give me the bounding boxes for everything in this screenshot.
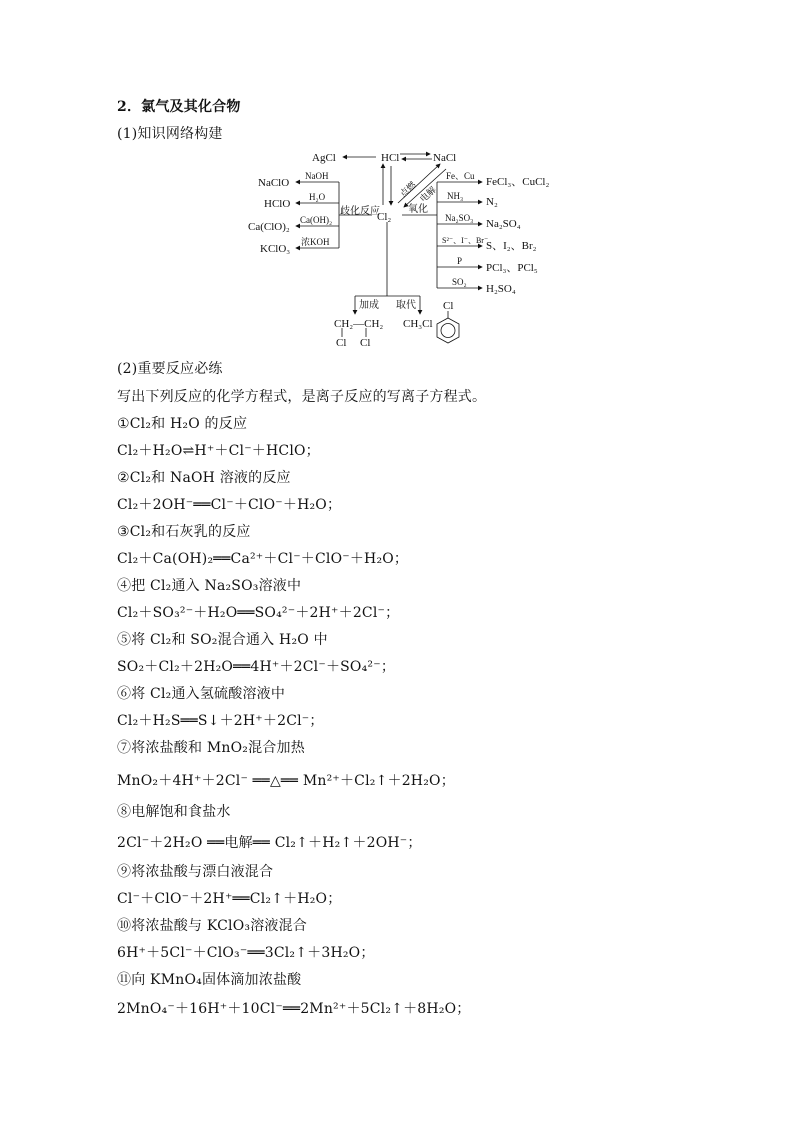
- reaction-title-10: ⑩将浓盐酸与 KClO₃溶液混合: [117, 918, 308, 934]
- reaction-title-8: ⑧电解饱和食盐水: [117, 804, 231, 820]
- right-product-4: PCl₃、PCl₅: [486, 262, 538, 274]
- chlorobenzene-cl-label: Cl: [443, 300, 454, 312]
- instruction-text: 写出下列反应的化学方程式，是离子反应的写离子方程式。: [117, 389, 487, 405]
- substitution-product-ch3cl: CH₃Cl: [403, 318, 433, 330]
- section-title: 2．氯气及其化合物: [117, 99, 241, 115]
- subsection-knowledge-network: (1)知识网络构建: [117, 126, 223, 142]
- reaction-equation-3: Cl₂＋Ca(OH)₂══Ca²⁺＋Cl⁻＋ClO⁻＋H₂O；: [117, 551, 409, 567]
- right-reagent-2: Na₂SO₃: [445, 213, 474, 223]
- right-product-2: Na₂SO₄: [486, 218, 521, 230]
- disproportionation-label: 歧化反应: [340, 206, 380, 217]
- left-product-2: Ca(ClO)₂: [248, 221, 290, 233]
- reaction-title-1: ①Cl₂和 H₂O 的反应: [117, 416, 248, 432]
- hcl-node: HCl: [381, 152, 400, 164]
- subsection-key-reactions: (2)重要反应必练: [117, 361, 223, 377]
- reaction-equation-2: Cl₂＋2OH⁻══Cl⁻＋ClO⁻＋H₂O；: [117, 497, 342, 513]
- left-reagent-1: H₂O: [309, 192, 326, 202]
- left-product-1: HClO: [264, 198, 291, 210]
- left-product-3: KClO₃: [260, 243, 291, 255]
- right-product-1: N₂: [486, 196, 498, 208]
- reaction-equation-8: 2Cl⁻＋2H₂O ══电解══ Cl₂↑＋H₂↑＋2OH⁻；: [117, 835, 422, 851]
- right-product-3: S、I₂、Br₂: [486, 240, 537, 252]
- reaction-title-3: ③Cl₂和石灰乳的反应: [117, 524, 251, 540]
- knowledge-network-diagram: [0, 0, 794, 360]
- left-reagent-3: 浓KOH: [301, 237, 330, 247]
- right-reagent-0: Fe、Cu: [446, 171, 475, 181]
- addition-product: CH₂—CH₂: [334, 318, 384, 330]
- reaction-title-5: ⑤将 Cl₂和 SO₂混合通入 H₂O 中: [117, 632, 328, 648]
- left-product-0: NaClO: [258, 177, 290, 189]
- reaction-equation-11: 2MnO₄⁻＋16H⁺＋10Cl⁻══2Mn²⁺＋5Cl₂↑＋8H₂O；: [117, 1001, 471, 1017]
- cl2-center-node: Cl₂: [377, 211, 392, 223]
- reaction-title-7: ⑦将浓盐酸和 MnO₂混合加热: [117, 740, 305, 756]
- substitution-label: 取代: [396, 300, 416, 311]
- right-reagent-4: P: [457, 256, 463, 266]
- right-reagent-5: SO₂: [452, 277, 467, 287]
- oxidation-label: 氧化: [408, 204, 428, 215]
- addition-product-cl-1: Cl: [336, 337, 347, 349]
- reaction-equation-4: Cl₂＋SO₃²⁻＋H₂O══SO₄²⁻＋2H⁺＋2Cl⁻；: [117, 605, 400, 621]
- reaction-equation-5: SO₂＋Cl₂＋2H₂O══4H⁺＋2Cl⁻＋SO₄²⁻；: [117, 659, 396, 675]
- nacl-node: NaCl: [433, 152, 457, 164]
- electrolysis-label: 电解: [417, 184, 438, 205]
- ignite-label: 点燃: [397, 179, 418, 200]
- reaction-title-9: ⑨将浓盐酸与漂白液混合: [117, 864, 274, 880]
- agcl-node: AgCl: [312, 152, 336, 164]
- right-reagent-3: S²⁻、I⁻、Br⁻: [442, 236, 489, 245]
- reaction-title-11: ⑪向 KMnO₄固体滴加浓盐酸: [117, 972, 302, 988]
- addition-label: 加成: [359, 300, 379, 311]
- reaction-equation-6: Cl₂＋H₂S══S↓＋2H⁺＋2Cl⁻；: [117, 713, 324, 729]
- addition-product-cl-2: Cl: [360, 337, 371, 349]
- reaction-equation-1: Cl₂＋H₂O⇌H⁺＋Cl⁻＋HClO；: [117, 443, 320, 459]
- reaction-title-2: ②Cl₂和 NaOH 溶液的反应: [117, 470, 291, 486]
- right-product-0: FeCl₃、CuCl₂: [486, 176, 550, 188]
- reaction-equation-9: Cl⁻＋ClO⁻＋2H⁺══Cl₂↑＋H₂O；: [117, 891, 342, 907]
- right-reagent-1: NH₃: [447, 191, 464, 201]
- reaction-equation-7: MnO₂＋4H⁺＋2Cl⁻ ══△══ Mn²⁺＋Cl₂↑＋2H₂O；: [117, 773, 455, 789]
- reaction-title-6: ⑥将 Cl₂通入氢硫酸溶液中: [117, 686, 286, 702]
- reaction-title-4: ④把 Cl₂通入 Na₂SO₃溶液中: [117, 578, 302, 594]
- reaction-equation-10: 6H⁺＋5Cl⁻＋ClO₃⁻══3Cl₂↑＋3H₂O；: [117, 945, 375, 961]
- left-reagent-2: Ca(OH)₂: [300, 215, 333, 225]
- left-reagent-0: NaOH: [305, 171, 329, 181]
- right-product-5: H₂SO₄: [486, 283, 516, 295]
